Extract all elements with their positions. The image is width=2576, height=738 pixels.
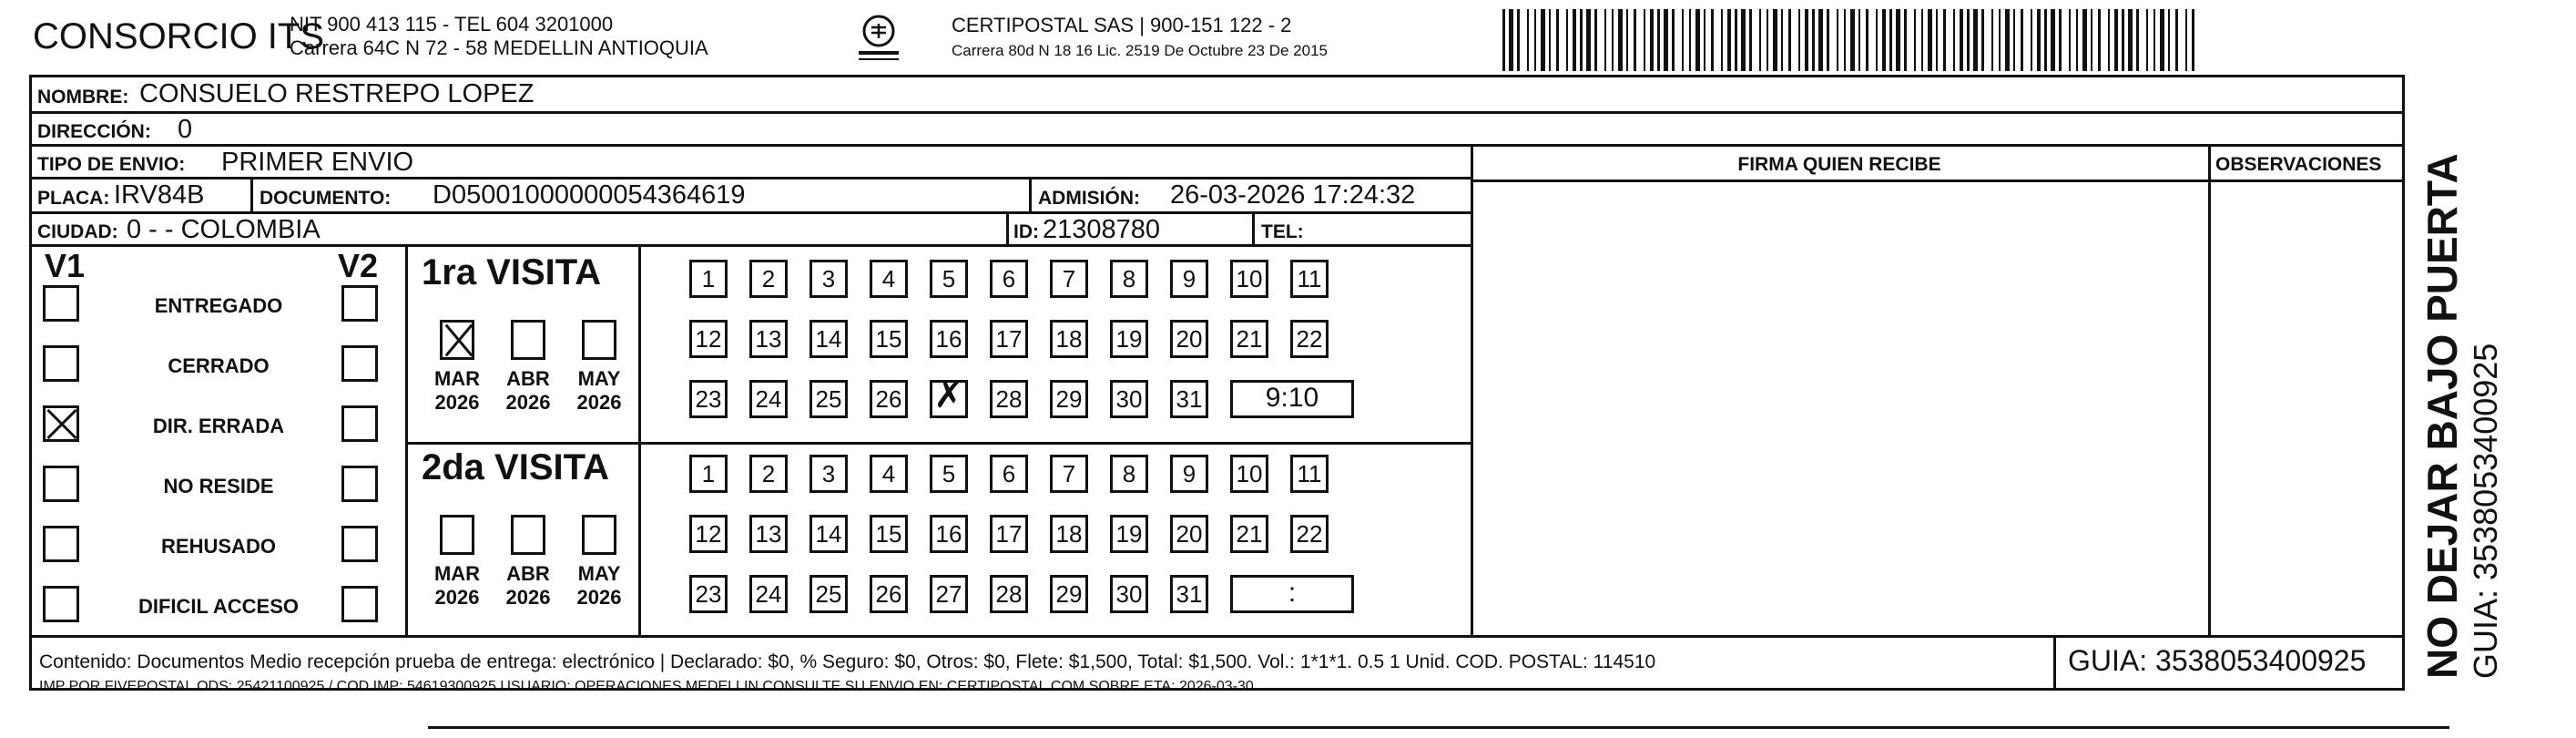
day-box[interactable]: 20 [1170,320,1208,358]
day-box[interactable]: 29 [1050,575,1088,613]
day-box[interactable]: 25 [809,575,848,613]
v2-checkbox[interactable] [341,586,378,622]
v2-checkbox[interactable] [341,526,378,562]
row-nombre [32,77,2402,114]
month-checkbox[interactable] [511,515,545,555]
day-box[interactable]: 12 [689,320,728,358]
nombre-value: CONSUELO RESTREPO LOPEZ [139,79,535,108]
day-box[interactable]: 21 [1230,515,1268,553]
placa-value: IRV84B [114,180,205,210]
day-box[interactable]: 16 [930,515,968,553]
visit-title: 2da VISITA [422,447,609,487]
status-label: CERRADO [168,354,270,377]
status-label: ENTREGADO [154,294,283,317]
side-text [2418,153,2505,679]
month-year: 2026 [434,586,480,609]
month-name: ABR [506,562,550,585]
month-checkbox[interactable] [440,320,474,360]
day-box[interactable]: 30 [1110,380,1148,418]
day-box[interactable]: 10 [1230,455,1268,493]
v2-checkbox[interactable] [341,345,378,382]
day-box[interactable]: 4 [870,455,908,493]
day-box[interactable]: 11 [1290,455,1329,493]
day-box[interactable]: 4 [870,260,908,298]
day-box[interactable]: 9 [1170,260,1208,298]
day-box[interactable]: 23 [689,380,728,418]
v2-checkbox[interactable] [341,285,378,322]
day-box[interactable]: 18 [1050,320,1088,358]
day-box[interactable]: 2 [749,260,788,298]
day-box[interactable]: 5 [930,455,968,493]
company-name: CONSORCIO ITS [33,16,325,56]
month-checkbox[interactable] [582,515,616,555]
day-box[interactable]: 28 [990,575,1028,613]
firma-header: FIRMA QUIEN RECIBE [1737,154,1941,175]
documento-label: DOCUMENTO: [260,188,392,209]
day-box[interactable]: 15 [870,515,908,553]
day-box[interactable]: 7 [1050,455,1088,493]
row-placa [32,179,1471,214]
day-box[interactable]: 27 [930,575,968,613]
day-box[interactable]: 13 [749,320,788,358]
day-box[interactable]: 12 [689,515,728,553]
month-checkbox[interactable] [440,515,474,555]
day-box[interactable]: 14 [809,515,848,553]
certipostal-logo-icon [856,11,901,66]
v1-label: V1 [45,247,86,284]
day-box[interactable]: 18 [1050,515,1088,553]
day-box[interactable]: 30 [1110,575,1148,613]
cert-line1: CERTIPOSTAL SAS | 900-151 122 - 2 [952,14,1292,36]
month-name: MAY [577,367,621,390]
month-name: MAY [577,562,621,585]
day-box[interactable]: 8 [1110,455,1148,493]
status-label: REHUSADO [161,535,276,558]
day-box[interactable]: 31 [1170,575,1208,613]
v2-checkbox[interactable] [341,466,378,502]
nit-line: NIT 900 413 115 - TEL 604 3201000 [290,13,614,36]
month-year: 2026 [576,391,622,414]
v1-checkbox[interactable] [43,345,79,382]
month-name: ABR [506,367,550,390]
day-box[interactable]: 21 [1230,320,1268,358]
day-box[interactable]: 22 [1290,320,1329,358]
direccion-value: 0 [178,115,193,144]
month-year: 2026 [505,586,551,609]
v1-checkbox[interactable] [43,405,79,442]
bottom-rule [428,726,2449,729]
day-box[interactable]: 6 [990,260,1028,298]
month-year: 2026 [434,391,480,414]
month-year: 2026 [505,391,551,414]
day-box[interactable]: 13 [749,515,788,553]
row-ciudad [32,214,1471,247]
month-year: 2026 [576,586,622,609]
status-label: DIR. ERRADA [152,415,285,437]
day-box[interactable]: 10 [1230,260,1268,298]
guia-number: GUIA: 3538053400925 [2068,644,2367,677]
day-box[interactable]: 15 [870,320,908,358]
v1-checkbox[interactable] [43,466,79,502]
month-label [567,367,631,415]
month-label [425,562,489,610]
documento-value: D05001000000054364619 [433,180,746,210]
month-label [496,562,560,610]
tipo-value: PRIMER ENVIO [221,148,414,177]
day-box[interactable]: 29 [1050,380,1088,418]
id-value: 21308780 [1043,215,1161,244]
v2-label: V2 [338,247,379,284]
month-checkbox[interactable] [582,320,616,360]
day-box[interactable] [930,380,968,418]
status-label: NO RESIDE [163,475,274,497]
row-tipo [32,147,1471,179]
cert-line2: Carrera 80d N 18 16 Lic. 2519 De Octubre 23 De 2015 [952,42,1328,59]
day-box[interactable]: 24 [749,380,788,418]
day-box[interactable]: 16 [930,320,968,358]
placa-label: PLACA: [37,188,110,209]
month-name: MAR [433,562,481,585]
observaciones-header: OBSERVACIONES [2215,154,2382,175]
day-box[interactable]: 22 [1290,515,1329,553]
v1-checkbox[interactable] [43,586,79,622]
id-label: ID: [1013,221,1039,242]
shipping-form [29,75,2405,694]
day-box[interactable]: 3 [809,455,848,493]
month-checkbox[interactable] [511,320,545,360]
status-label: DIFICIL ACCESO [137,595,299,618]
v2-checkbox[interactable] [341,405,378,442]
day-box[interactable]: 9 [1170,455,1208,493]
day-box[interactable]: 28 [990,380,1028,418]
day-box[interactable]: 1 [689,455,728,493]
side-guia: GUIA: 3538053400925 [2467,343,2504,679]
day-box[interactable]: 7 [1050,260,1088,298]
month-label [425,367,489,415]
day-box[interactable]: 6 [990,455,1028,493]
row-direccion [32,114,2402,147]
company-contact [290,13,708,60]
visit-title: 1ra VISITA [422,252,602,292]
month-name: MAR [433,367,481,390]
day-box[interactable]: 25 [809,380,848,418]
admision-label: ADMISIÓN: [1038,188,1140,209]
day-box[interactable]: 2 [749,455,788,493]
direccion-label: DIRECCIÓN: [37,121,151,142]
certipostal-info [952,13,1328,64]
footer-content: Contenido: Documentos Medio recepción prueba de entrega: electrónico | Declarado: $0, % Seguro: $0, Otros: $0, Flete: $1,500, Total: $1,500. Vol.: 1*1*1. 0.5 1 Unid. COD. POSTAL: 114510 [39,651,1656,672]
tipo-label: TIPO DE ENVIO: [37,154,186,175]
day-box[interactable]: 8 [1110,260,1148,298]
admision-value: 26-03-2026 17:24:32 [1170,180,1416,210]
day-box[interactable]: 23 [689,575,728,613]
ciudad-label: CIUDAD: [37,221,118,242]
month-label [496,367,560,415]
tel-label: TEL: [1261,221,1304,242]
day-box[interactable]: 17 [990,515,1028,553]
month-label [567,562,631,610]
footer-print-info: IMP POR FIVEPOSTAL ODS: 25421100925 / COD.IMP: 54619300925 USUARIO: OPERACIONES MEDELLIN CONSULTE SU ENVIO EN: CERTIPOSTAL.COM SOBRE ETA: 2026-03-30 [39,679,1254,694]
nombre-label: NOMBRE: [37,87,129,108]
day-box[interactable]: 5 [930,260,968,298]
day-box[interactable]: 24 [749,575,788,613]
ciudad-value: 0 - - COLOMBIA [127,215,321,244]
no-dejar-notice: NO DEJAR BAJO PUERTA [2418,153,2466,679]
address-line: Carrera 64C N 72 - 58 MEDELLIN ANTIOQUIA [290,36,708,59]
day-box[interactable]: 26 [870,575,908,613]
barcode [1502,9,2194,71]
day-box[interactable]: 1 [689,260,728,298]
day-box[interactable]: 19 [1110,320,1148,358]
day-box[interactable]: 11 [1290,260,1329,298]
day-box[interactable]: 20 [1170,515,1208,553]
day-box[interactable]: 26 [870,380,908,418]
day-box[interactable]: 14 [809,320,848,358]
v1-checkbox[interactable] [43,526,79,562]
v1-checkbox[interactable] [43,285,79,322]
day-box[interactable]: 19 [1110,515,1148,553]
day-box[interactable]: 31 [1170,380,1208,418]
visit-time[interactable]: 9:10 [1230,380,1354,418]
visit-time[interactable]: : [1230,575,1354,613]
day-box[interactable]: 17 [990,320,1028,358]
day-box[interactable]: 3 [809,260,848,298]
